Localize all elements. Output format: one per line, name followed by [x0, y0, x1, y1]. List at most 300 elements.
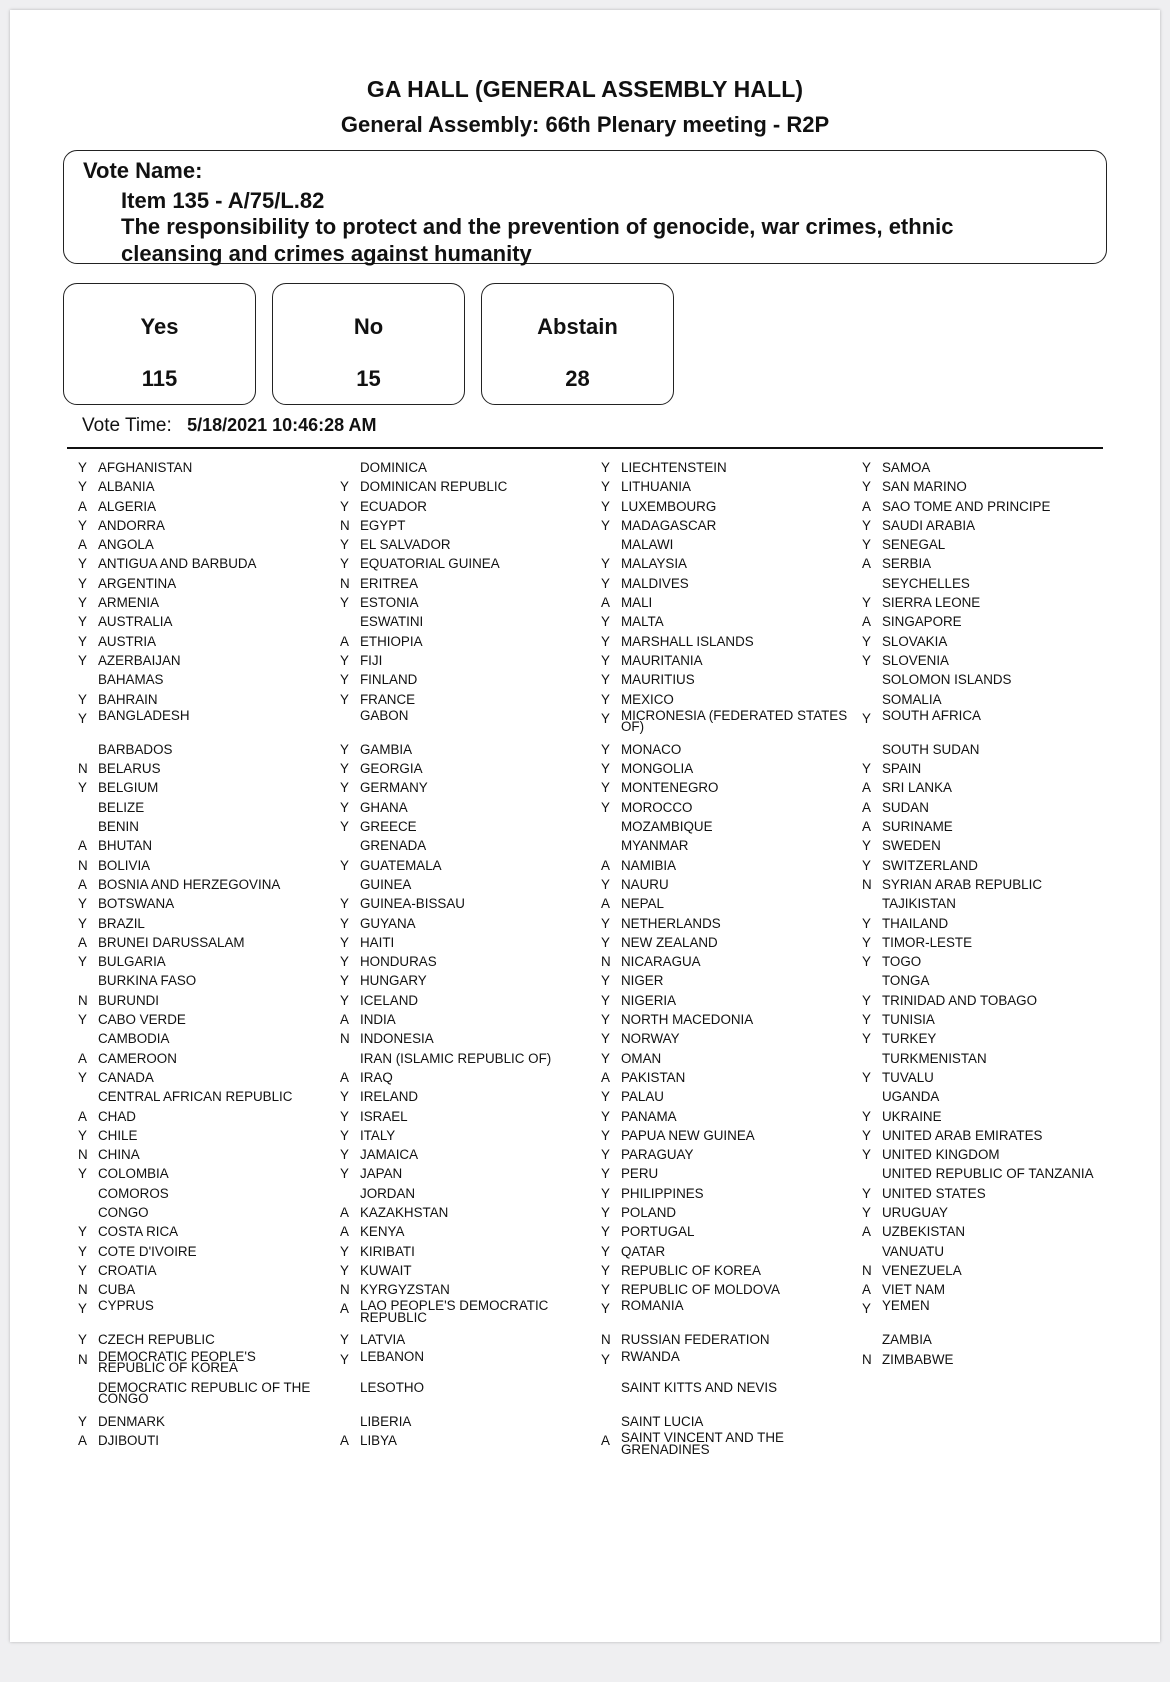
- vote-mark: Y: [340, 934, 349, 950]
- vote-row: [852, 477, 1114, 496]
- vote-mark: Y: [601, 1089, 610, 1105]
- vote-mark: Y: [601, 672, 610, 688]
- vote-description: The responsibility to protect and the prevention of genocide, war crimes, ethnic cleansing and crimes against humanity: [121, 214, 954, 266]
- vote-time-label: Vote Time:: [82, 415, 172, 436]
- vote-mark: N: [862, 1262, 872, 1278]
- country-name: SLOVENIA: [882, 652, 949, 668]
- vote-row: [330, 1107, 592, 1126]
- vote-mark: Y: [78, 1332, 87, 1348]
- tally-abstain-label: Abstain: [537, 314, 618, 339]
- country-name: TURKEY: [882, 1031, 937, 1047]
- vote-mark: Y: [340, 652, 349, 668]
- country-name: QATAR: [621, 1243, 666, 1259]
- country-name: NEPAL: [621, 896, 664, 912]
- vote-row: [852, 740, 1114, 759]
- vote-row: [591, 894, 853, 913]
- vote-row: [852, 1222, 1114, 1241]
- vote-row: [330, 914, 592, 933]
- country-name: RUSSIAN FEDERATION: [621, 1332, 770, 1348]
- vote-row: [852, 458, 1114, 477]
- country-name: DOMINICA: [360, 460, 427, 475]
- vote-row: [68, 856, 330, 875]
- vote-mark: Y: [78, 633, 87, 649]
- vote-row: [68, 817, 330, 836]
- vote-mark: N: [340, 575, 350, 591]
- vote-row: [852, 1203, 1114, 1222]
- vote-row: [68, 1261, 330, 1280]
- country-name: DEMOCRATIC PEOPLE'S REPUBLIC OF KOREA: [98, 1348, 256, 1376]
- country-name: GAMBIA: [360, 741, 413, 757]
- country-name: BRAZIL: [98, 915, 145, 931]
- vote-row: [68, 759, 330, 778]
- country-name: SERBIA: [882, 556, 932, 572]
- country-name: LESOTHO: [360, 1379, 424, 1395]
- country-name: TIMOR-LESTE: [882, 934, 973, 950]
- vote-mark: Y: [340, 857, 349, 873]
- country-name: ITALY: [360, 1127, 396, 1143]
- vote-row: [330, 497, 592, 516]
- country-name: UNITED REPUBLIC OF TANZANIA: [882, 1166, 1094, 1182]
- vote-mark: Y: [601, 876, 610, 892]
- tally-abstain-box: [481, 283, 674, 405]
- vote-row: [330, 933, 592, 952]
- vote-mark: Y: [601, 1031, 610, 1047]
- vote-row: [591, 516, 853, 535]
- vote-row: [68, 1087, 330, 1106]
- country-name: BAHAMAS: [98, 672, 164, 688]
- vote-mark: Y: [78, 460, 87, 475]
- country-name: CENTRAL AFRICAN REPUBLIC: [98, 1089, 293, 1105]
- vote-row: [852, 1126, 1114, 1145]
- tally-no-label: No: [353, 314, 384, 339]
- vote-row: [68, 1010, 330, 1029]
- vote-mark: A: [78, 1050, 87, 1066]
- country-name: SAINT VINCENT AND THE GRENADINES: [621, 1430, 784, 1457]
- country-name: CHINA: [98, 1147, 140, 1163]
- vote-mark: Y: [340, 537, 349, 553]
- vote-mark: Y: [601, 1243, 610, 1259]
- vote-mark: A: [340, 1224, 349, 1240]
- vote-row: [591, 497, 853, 516]
- vote-row: [68, 1068, 330, 1087]
- vote-row: [591, 1049, 853, 1068]
- vote-mark: Y: [601, 710, 610, 726]
- vote-mark: Y: [601, 1351, 610, 1367]
- vote-mark: Y: [601, 1108, 610, 1124]
- country-name: DOMINICAN REPUBLIC: [360, 479, 508, 495]
- vote-row: [852, 817, 1114, 836]
- vote-row: [330, 856, 592, 875]
- vote-mark: Y: [862, 633, 871, 649]
- vote-row: [591, 1010, 853, 1029]
- country-name: CONGO: [98, 1204, 149, 1220]
- country-name: MEXICO: [621, 691, 674, 707]
- vote-row: [591, 817, 853, 836]
- country-name: FRANCE: [360, 691, 416, 707]
- country-name: MAURITIUS: [621, 672, 695, 688]
- vote-row: [852, 1299, 1114, 1330]
- country-name: HONDURAS: [360, 954, 437, 970]
- vote-row: [852, 690, 1114, 709]
- vote-row: [68, 778, 330, 797]
- vote-mark: Y: [601, 691, 610, 707]
- country-name: BELARUS: [98, 761, 161, 777]
- country-name: NORTH MACEDONIA: [621, 1012, 754, 1028]
- country-name: ANGOLA: [98, 537, 154, 553]
- country-name: TURKMENISTAN: [882, 1050, 987, 1066]
- country-name: COMOROS: [98, 1185, 169, 1201]
- country-name: MAURITANIA: [621, 652, 703, 668]
- vote-row: [68, 1164, 330, 1183]
- vote-mark: Y: [862, 1012, 871, 1028]
- vote-row: [68, 1222, 330, 1241]
- vote-row: [852, 1261, 1114, 1280]
- vote-mark: Y: [862, 1108, 871, 1124]
- vote-row: [68, 612, 330, 631]
- vote-row: [852, 952, 1114, 971]
- vote-row: [68, 1431, 330, 1450]
- country-name: MALDIVES: [621, 575, 689, 591]
- vote-mark: Y: [340, 780, 349, 796]
- vote-mark: Y: [862, 838, 871, 854]
- vote-row: [330, 1330, 592, 1349]
- vote-row: [330, 1029, 592, 1048]
- vote-mark: A: [601, 595, 610, 611]
- vote-row: [852, 1184, 1114, 1203]
- country-name: TRINIDAD AND TOBAGO: [882, 992, 1038, 1008]
- vote-mark: Y: [340, 799, 349, 815]
- vote-mark: Y: [862, 934, 871, 950]
- country-name: BARBADOS: [98, 741, 173, 757]
- country-name: SWEDEN: [882, 838, 941, 854]
- country-name: ALBANIA: [98, 479, 155, 495]
- vote-row: [68, 1330, 330, 1349]
- vote-row: [330, 516, 592, 535]
- vote-mark: Y: [340, 819, 349, 835]
- country-name: ARGENTINA: [98, 575, 177, 591]
- vote-row: [591, 690, 853, 709]
- country-name: MOZAMBIQUE: [621, 819, 713, 835]
- vote-mark: Y: [78, 954, 87, 970]
- vote-row: [591, 1184, 853, 1203]
- vote-mark: Y: [340, 672, 349, 688]
- country-name: AUSTRIA: [98, 633, 157, 649]
- vote-row: [68, 952, 330, 971]
- vote-mark: Y: [78, 780, 87, 796]
- country-name: INDONESIA: [360, 1031, 434, 1047]
- country-name: BURKINA FASO: [98, 973, 197, 989]
- vote-mark: A: [862, 780, 871, 796]
- vote-mark: Y: [862, 761, 871, 777]
- country-name: UKRAINE: [882, 1108, 942, 1124]
- country-name: IRAN (ISLAMIC REPUBLIC OF): [360, 1050, 552, 1066]
- country-name: JAMAICA: [360, 1147, 419, 1163]
- vote-row: [852, 798, 1114, 817]
- vote-row: [68, 1350, 330, 1381]
- vote-row: [591, 1203, 853, 1222]
- vote-row: [330, 1280, 592, 1299]
- vote-row: [591, 1068, 853, 1087]
- vote-row: [68, 535, 330, 554]
- vote-mark: A: [340, 633, 349, 649]
- vote-mark: Y: [862, 1147, 871, 1163]
- country-name: SURINAME: [882, 819, 953, 835]
- vote-row: [68, 516, 330, 535]
- country-name: UZBEKISTAN: [882, 1224, 966, 1240]
- vote-row: [591, 1126, 853, 1145]
- country-name: CANADA: [98, 1069, 154, 1085]
- country-name: NORWAY: [621, 1031, 680, 1047]
- country-name: TAJIKISTAN: [882, 896, 956, 912]
- vote-mark: Y: [601, 1204, 610, 1220]
- page-title: GA HALL (GENERAL ASSEMBLY HALL): [366, 76, 804, 102]
- vote-row: [852, 1145, 1114, 1164]
- country-name: UNITED KINGDOM: [882, 1147, 1000, 1163]
- vote-mark: Y: [601, 1301, 610, 1317]
- vote-mark: Y: [78, 614, 87, 630]
- vote-mark: Y: [340, 1089, 349, 1105]
- vote-mark: N: [78, 992, 88, 1008]
- country-name: CHAD: [98, 1108, 136, 1124]
- vote-row: [68, 632, 330, 651]
- tally-yes-label: Yes: [140, 314, 179, 339]
- country-name: NIGER: [621, 973, 664, 989]
- country-name: HUNGARY: [360, 973, 427, 989]
- country-name: VIET NAM: [882, 1282, 945, 1298]
- country-name: HAITI: [360, 934, 395, 950]
- vote-mark: N: [601, 954, 611, 970]
- vote-mark: Y: [78, 1166, 87, 1182]
- country-name: ALGERIA: [98, 498, 157, 514]
- vote-mark: Y: [862, 710, 871, 726]
- vote-mark: Y: [340, 556, 349, 572]
- country-name: LIBYA: [360, 1433, 397, 1449]
- vote-row: [68, 1412, 330, 1431]
- country-name: MARSHALL ISLANDS: [621, 633, 754, 649]
- country-name: GUINEA-BISSAU: [360, 896, 465, 912]
- country-name: SWITZERLAND: [882, 857, 978, 873]
- country-name: AUSTRALIA: [98, 614, 173, 630]
- vote-row: [68, 914, 330, 933]
- vote-row: [68, 593, 330, 612]
- vote-row: [852, 612, 1114, 631]
- country-name: ANTIGUA AND BARBUDA: [98, 556, 257, 572]
- vote-mark: Y: [340, 1262, 349, 1278]
- vote-mark: Y: [601, 556, 610, 572]
- vote-row: [68, 875, 330, 894]
- country-name: EGYPT: [360, 517, 406, 533]
- country-name: BURUNDI: [98, 992, 160, 1008]
- vote-row: [591, 836, 853, 855]
- vote-mark: Y: [601, 761, 610, 777]
- vote-mark: Y: [340, 741, 349, 757]
- country-name: GEORGIA: [360, 761, 423, 777]
- vote-row: [591, 933, 853, 952]
- tally-no-box: [272, 283, 465, 405]
- vote-mark: Y: [601, 1282, 610, 1298]
- country-name: ICELAND: [360, 992, 419, 1008]
- country-name: GABON: [360, 707, 409, 723]
- country-name: BELIZE: [98, 799, 145, 815]
- vote-row: [591, 1087, 853, 1106]
- vote-mark: Y: [862, 1301, 871, 1317]
- country-name: PALAU: [621, 1089, 664, 1105]
- vote-mark: Y: [601, 799, 610, 815]
- vote-mark: Y: [78, 479, 87, 495]
- country-name: VENEZUELA: [882, 1262, 962, 1278]
- vote-row: [330, 593, 592, 612]
- vote-mark: Y: [78, 595, 87, 611]
- vote-row: [852, 778, 1114, 797]
- vote-row: [330, 759, 592, 778]
- vote-row: [330, 817, 592, 836]
- vote-row: [68, 894, 330, 913]
- country-name: COTE D'IVOIRE: [98, 1243, 197, 1259]
- vote-row: [852, 875, 1114, 894]
- vote-row: [852, 593, 1114, 612]
- vote-row: [330, 1242, 592, 1261]
- country-name: ZIMBABWE: [882, 1351, 954, 1367]
- vote-row: [591, 554, 853, 573]
- vote-mark: A: [340, 1301, 349, 1317]
- country-name: PANAMA: [621, 1108, 677, 1124]
- country-name: GERMANY: [360, 780, 428, 796]
- vote-row: [591, 1242, 853, 1261]
- vote-mark: Y: [601, 614, 610, 630]
- vote-mark: Y: [340, 479, 349, 495]
- vote-row: [330, 1299, 592, 1330]
- vote-mark: Y: [340, 954, 349, 970]
- vote-row: [591, 612, 853, 631]
- vote-mark: Y: [601, 1050, 610, 1066]
- country-name: ANDORRA: [98, 517, 165, 533]
- country-name: JORDAN: [360, 1185, 416, 1201]
- country-name: REPUBLIC OF MOLDOVA: [621, 1282, 780, 1298]
- vote-mark: A: [862, 498, 871, 514]
- vote-mark: Y: [601, 1224, 610, 1240]
- vote-mark: Y: [601, 992, 610, 1008]
- country-name: SEYCHELLES: [882, 575, 970, 591]
- vote-mark: A: [78, 537, 87, 553]
- vote-mark: Y: [78, 652, 87, 668]
- country-name: MONACO: [621, 741, 682, 757]
- vote-row: [591, 798, 853, 817]
- vote-row: [330, 1126, 592, 1145]
- vote-row: [591, 651, 853, 670]
- vote-row: [68, 1049, 330, 1068]
- vote-row: [852, 554, 1114, 573]
- country-name: SAO TOME AND PRINCIPE: [882, 498, 1051, 514]
- vote-mark: Y: [340, 1166, 349, 1182]
- country-name: KENYA: [360, 1224, 405, 1240]
- vote-row: [68, 1184, 330, 1203]
- vote-row: [852, 914, 1114, 933]
- vote-row: [68, 1242, 330, 1261]
- vote-row: [330, 651, 592, 670]
- country-name: GUINEA: [360, 876, 412, 892]
- country-name: ZAMBIA: [882, 1332, 932, 1348]
- divider: [67, 447, 1103, 449]
- country-name: SINGAPORE: [882, 614, 962, 630]
- country-name: DJIBOUTI: [98, 1433, 160, 1449]
- vote-mark: N: [862, 876, 872, 892]
- vote-row: [330, 1350, 592, 1381]
- vote-row: [68, 497, 330, 516]
- country-name: NICARAGUA: [621, 954, 701, 970]
- country-name: PAPUA NEW GUINEA: [621, 1127, 755, 1143]
- vote-mark: Y: [601, 498, 610, 514]
- vote-row: [591, 1107, 853, 1126]
- vote-row: [68, 574, 330, 593]
- country-name: GHANA: [360, 799, 408, 815]
- vote-row: [68, 670, 330, 689]
- vote-mark: A: [601, 1433, 610, 1449]
- country-name: ESTONIA: [360, 595, 419, 611]
- country-name: CABO VERDE: [98, 1012, 186, 1028]
- vote-row: [68, 1145, 330, 1164]
- vote-mark: Y: [601, 1185, 610, 1201]
- vote-row: [852, 1087, 1114, 1106]
- vote-row: [591, 778, 853, 797]
- country-name: PHILIPPINES: [621, 1185, 704, 1201]
- country-name: YEMEN: [882, 1298, 930, 1314]
- country-name: SOMALIA: [882, 691, 942, 707]
- vote-row: [852, 1242, 1114, 1261]
- vote-mark: N: [78, 1147, 88, 1163]
- vote-row: [591, 670, 853, 689]
- country-name: KYRGYZSTAN: [360, 1282, 450, 1298]
- vote-mark: Y: [340, 1127, 349, 1143]
- country-name: BAHRAIN: [98, 691, 158, 707]
- vote-row: [68, 651, 330, 670]
- vote-row: [591, 740, 853, 759]
- country-name: BOTSWANA: [98, 896, 175, 912]
- vote-row: [852, 1164, 1114, 1183]
- vote-row: [68, 1299, 330, 1330]
- vote-mark: N: [78, 761, 88, 777]
- country-name: COSTA RICA: [98, 1224, 179, 1240]
- vote-row: [591, 1299, 853, 1330]
- vote-name-box: [63, 150, 1107, 264]
- vote-row: [852, 1350, 1114, 1369]
- vote-row: [68, 991, 330, 1010]
- vote-row: [852, 836, 1114, 855]
- country-name: SAUDI ARABIA: [882, 517, 976, 533]
- vote-row: [68, 1280, 330, 1299]
- vote-mark: Y: [862, 954, 871, 970]
- country-name: UNITED ARAB EMIRATES: [882, 1127, 1043, 1143]
- tally-yes-count: 115: [141, 366, 178, 391]
- vote-row: [852, 1107, 1114, 1126]
- country-name: GRENADA: [360, 838, 427, 854]
- vote-row: [330, 709, 592, 740]
- country-name: GREECE: [360, 819, 417, 835]
- vote-row: [852, 1330, 1114, 1349]
- country-name: NEW ZEALAND: [621, 934, 718, 950]
- vote-column-2: [330, 458, 592, 1450]
- vote-row: [591, 574, 853, 593]
- vote-row: [591, 1222, 853, 1241]
- vote-row: [330, 1068, 592, 1087]
- vote-mark: A: [340, 1433, 349, 1449]
- vote-row: [591, 1412, 853, 1431]
- vote-mark: N: [340, 517, 350, 533]
- country-name: TUVALU: [882, 1069, 934, 1085]
- country-name: SAN MARINO: [882, 479, 967, 495]
- vote-mark: A: [862, 1282, 871, 1298]
- vote-row: [68, 458, 330, 477]
- country-name: MICRONESIA (FEDERATED STATES OF): [621, 707, 848, 735]
